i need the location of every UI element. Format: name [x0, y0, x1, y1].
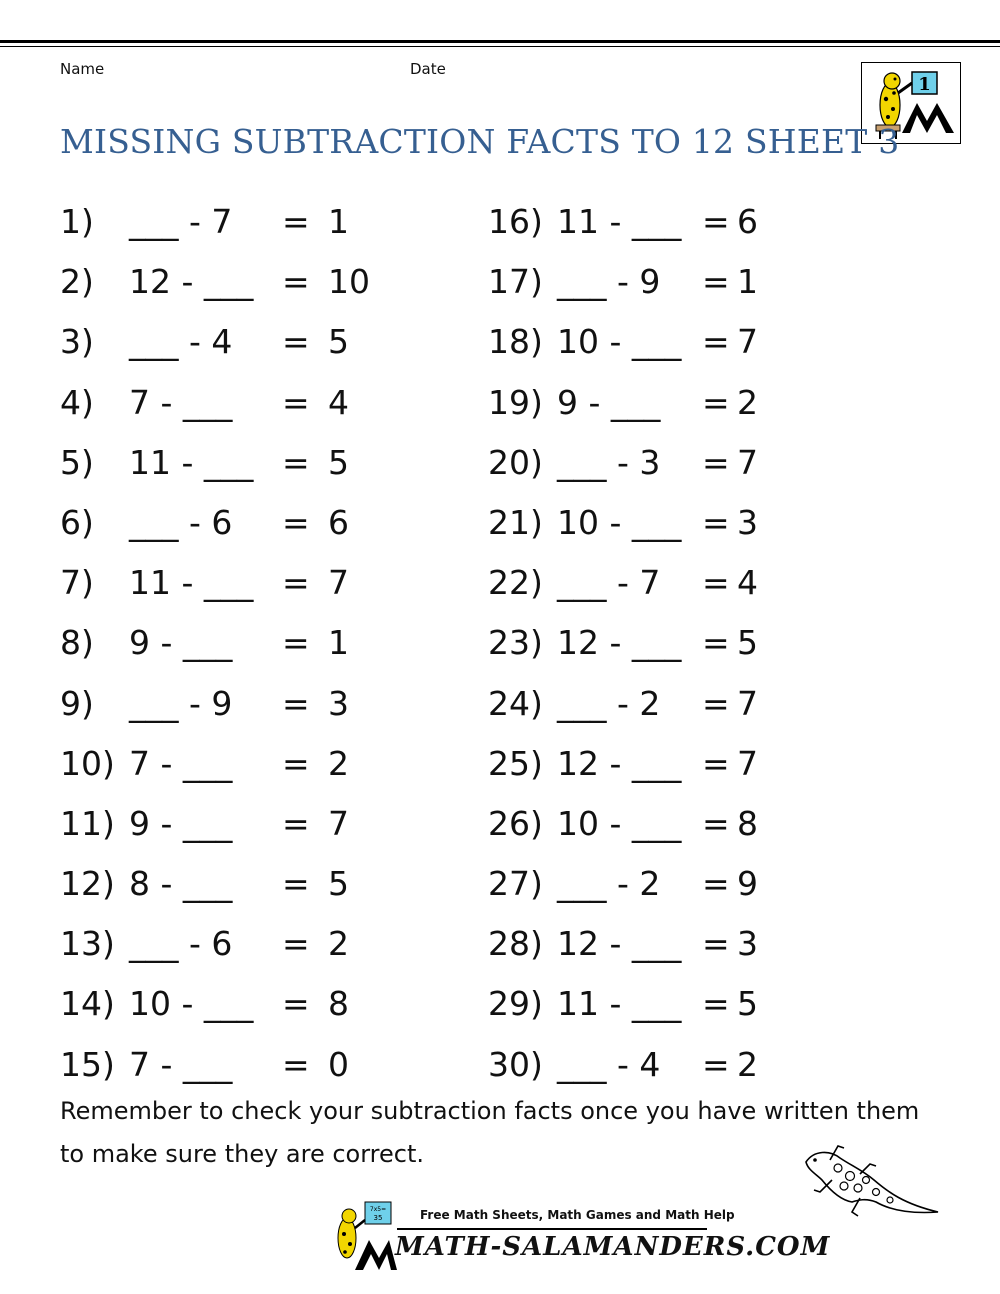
- equals-sign: =: [702, 202, 730, 241]
- problem-expression: 11 - ___: [557, 984, 682, 1024]
- equals-sign: =: [702, 803, 730, 843]
- problem-expression: ___ - 2: [557, 864, 661, 904]
- equals-sign: =: [282, 864, 310, 904]
- problem-expression: ___ - 6: [129, 924, 233, 964]
- problem-expression: ___ - 4: [129, 322, 233, 362]
- equals-sign: =: [702, 623, 730, 663]
- top-rule-thin: [0, 46, 1000, 47]
- equals-sign: =: [702, 743, 730, 783]
- problem-answer: 9: [737, 864, 758, 904]
- problem-answer: 2: [328, 743, 349, 783]
- equals-sign: =: [282, 984, 310, 1024]
- problem-expression: ___ - 4: [557, 1044, 661, 1084]
- equals-sign: =: [282, 382, 310, 422]
- logo-grade-text: 1: [918, 74, 931, 95]
- problem-number: 25): [488, 743, 543, 783]
- problem-answer: 0: [328, 1044, 349, 1084]
- problem-expression: 12 - ___: [557, 924, 682, 964]
- problem-expression: 11 - ___: [129, 563, 254, 603]
- footer-brand: [325, 1200, 831, 1272]
- equals-sign: =: [282, 563, 310, 603]
- problem-expression: 12 - ___: [129, 262, 254, 302]
- equals-sign: =: [282, 502, 310, 542]
- problem-answer: 10: [328, 262, 370, 302]
- svg-text:7x5=: 7x5=: [369, 1206, 387, 1213]
- problem-expression: 9 - ___: [557, 382, 661, 422]
- equals-sign: =: [282, 683, 310, 723]
- equals-sign: =: [282, 262, 310, 302]
- problem-expression: 10 - ___: [557, 502, 682, 542]
- problem-number: 21): [488, 502, 543, 542]
- equals-sign: =: [282, 623, 310, 663]
- problem-number: 16): [488, 202, 543, 241]
- problem-answer: 2: [737, 382, 758, 422]
- problem-answer: 7: [737, 683, 758, 723]
- problem-expression: ___ - 3: [557, 442, 661, 482]
- problem-number: 22): [488, 563, 543, 603]
- problem-answer: 7: [328, 563, 349, 603]
- problem-expression: 12 - ___: [557, 623, 682, 663]
- problem-expression: 10 - ___: [557, 803, 682, 843]
- problem-answer: 5: [328, 864, 349, 904]
- problem-answer: 1: [737, 262, 758, 302]
- problem-number: 23): [488, 623, 543, 663]
- problem-expression: ___ - 9: [129, 683, 233, 723]
- equals-sign: =: [282, 202, 310, 241]
- problem-number: 28): [488, 924, 543, 964]
- problem-expression: 9 - ___: [129, 623, 233, 663]
- problem-answer: 1: [328, 623, 349, 663]
- problem-answer: 6: [328, 502, 349, 542]
- problem-expression: ___ - 9: [557, 262, 661, 302]
- problem-expression: 11 - ___: [129, 442, 254, 482]
- problem-answer: 1: [328, 202, 349, 241]
- problem-number: 4): [60, 382, 94, 422]
- problem-expression: ___ - 7: [129, 202, 233, 241]
- problem-answer: 2: [737, 1044, 758, 1084]
- problem-answer: 3: [328, 683, 349, 723]
- problem-number: 10): [60, 743, 115, 783]
- name-label: Name: [60, 60, 105, 78]
- problem-expression: 7 - ___: [129, 382, 233, 422]
- problem-expression: 8 - ___: [129, 864, 233, 904]
- footer-site-name: MATH-SALAMANDERS.COM: [395, 1232, 831, 1262]
- problem-number: 17): [488, 262, 543, 302]
- problem-number: 9): [60, 683, 94, 723]
- problem-expression: 7 - ___: [129, 743, 233, 783]
- problem-number: 14): [60, 984, 115, 1024]
- problem-expression: 10 - ___: [129, 984, 254, 1024]
- equals-sign: =: [702, 1044, 730, 1084]
- page-title: MISSING SUBTRACTION FACTS TO 12 SHEET 3: [60, 122, 900, 161]
- problem-number: 1): [60, 202, 94, 241]
- problem-expression: 12 - ___: [557, 743, 682, 783]
- problem-number: 11): [60, 803, 115, 843]
- problem-expression: ___ - 2: [557, 683, 661, 723]
- equals-sign: =: [702, 683, 730, 723]
- problem-number: 12): [60, 864, 115, 904]
- date-label: Date: [410, 60, 446, 78]
- problem-number: 6): [60, 502, 94, 542]
- equals-sign: =: [702, 984, 730, 1024]
- equals-sign: =: [702, 864, 730, 904]
- problem-answer: 6: [737, 202, 758, 241]
- problem-answer: 4: [328, 382, 349, 422]
- problem-number: 15): [60, 1044, 115, 1084]
- footer-divider: [397, 1228, 707, 1230]
- equals-sign: =: [702, 322, 730, 362]
- problem-answer: 3: [737, 502, 758, 542]
- problem-answer: 5: [737, 623, 758, 663]
- problem-number: 18): [488, 322, 543, 362]
- salamander-drawing-icon: [800, 1140, 942, 1234]
- problem-number: 20): [488, 442, 543, 482]
- problem-answer: 7: [737, 743, 758, 783]
- equals-sign: =: [282, 442, 310, 482]
- equals-sign: =: [702, 382, 730, 422]
- footer-tagline: Free Math Sheets, Math Games and Math Help: [420, 1208, 735, 1222]
- problem-answer: 2: [328, 924, 349, 964]
- problem-expression: 10 - ___: [557, 322, 682, 362]
- problem-answer: 5: [328, 322, 349, 362]
- problem-number: 29): [488, 984, 543, 1024]
- problem-expression: 9 - ___: [129, 803, 233, 843]
- problem-expression: ___ - 6: [129, 502, 233, 542]
- equals-sign: =: [702, 502, 730, 542]
- problem-number: 5): [60, 442, 94, 482]
- equals-sign: =: [702, 924, 730, 964]
- top-rule: [0, 40, 1000, 43]
- problem-number: 26): [488, 803, 543, 843]
- problem-answer: 5: [328, 442, 349, 482]
- problem-number: 27): [488, 864, 543, 904]
- problem-answer: 5: [737, 984, 758, 1024]
- problem-number: 19): [488, 382, 543, 422]
- problem-answer: 7: [737, 322, 758, 362]
- problem-number: 13): [60, 924, 115, 964]
- problem-number: 7): [60, 563, 94, 603]
- problem-expression: 7 - ___: [129, 1044, 233, 1084]
- footer-logo-icon: [325, 1200, 397, 1272]
- problem-answer: 7: [328, 803, 349, 843]
- problem-answer: 8: [737, 803, 758, 843]
- problem-answer: 8: [328, 984, 349, 1024]
- equals-sign: =: [702, 262, 730, 302]
- equals-sign: =: [282, 803, 310, 843]
- equals-sign: =: [282, 924, 310, 964]
- equals-sign: =: [282, 322, 310, 362]
- problem-number: 24): [488, 683, 543, 723]
- problem-answer: 7: [737, 442, 758, 482]
- equals-sign: =: [702, 563, 730, 603]
- problem-answer: 3: [737, 924, 758, 964]
- problem-answer: 4: [737, 563, 758, 603]
- problem-expression: ___ - 7: [557, 563, 661, 603]
- problem-number: 30): [488, 1044, 543, 1084]
- problem-number: 3): [60, 322, 94, 362]
- equals-sign: =: [282, 743, 310, 783]
- equals-sign: =: [702, 442, 730, 482]
- problem-number: 8): [60, 623, 94, 663]
- reminder-note: Remember to check your subtraction facts once you have written them to make sure they are correct.: [60, 1097, 920, 1168]
- svg-text:35: 35: [373, 1214, 383, 1222]
- equals-sign: =: [282, 1044, 310, 1084]
- problem-number: 2): [60, 262, 94, 302]
- problem-expression: 11 - ___: [557, 202, 682, 241]
